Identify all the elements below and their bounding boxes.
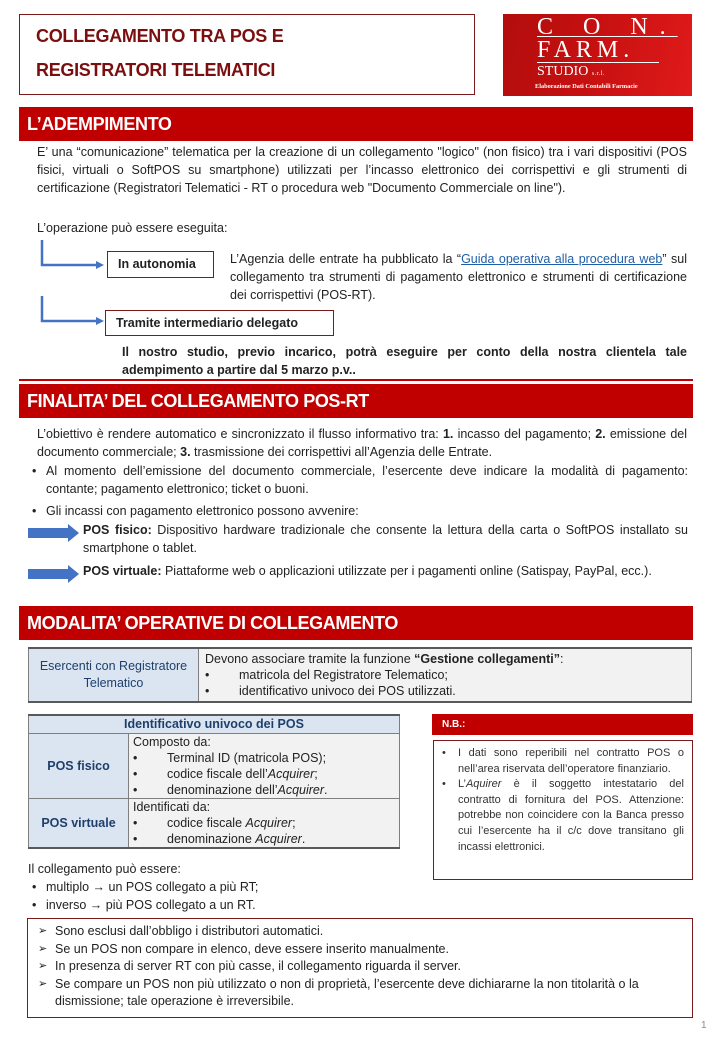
esercenti-item-text: matricola del Registratore Telematico; [239,668,448,682]
note-item [38,976,682,1011]
finalita-intro-part: emissione del documento commerciale; [37,427,688,459]
item-after: . [301,832,306,846]
option1-desc-after: ” sul collegamento tra strumenti di pagamento elettronico e strumenti di certificazione dei corrispettivi (POS-RT). [230,252,687,302]
identificativo-pos-table [28,714,400,849]
finalita-bullet [28,462,688,498]
pos-virtuale-details [129,799,400,849]
arrowhead-bullet-icon: ➢ [38,977,48,990]
collegamento-item [28,896,408,914]
pos-fisico-item: • denominazione dell’Acquirer. [133,783,328,797]
finalita-intro-part: 2. [595,427,606,441]
logo-line-studio [537,64,692,82]
item-after: . [324,783,328,797]
finalita-bullets [28,462,688,524]
bullet-dot: • [442,778,446,791]
pos-fisico-details [129,734,400,799]
section-heading-adempimento: L’ADEMPIMENTO [19,107,693,141]
right-arrow-icon [28,524,80,542]
bullet-dot: • [32,504,37,518]
elbow-arrow-icon [38,238,106,270]
colon: : [560,652,564,666]
option-in-autonomia: In autonomia [107,251,214,278]
note-text: Se compare un POS non più utilizzato o non di proprietà, l’esercente deve dichiararne la non titolarità o la dismissione; tale operazione è irreversibile. [55,976,639,1008]
item-italic: Acquirer [255,832,302,846]
item-italic: Acquirer [267,767,315,781]
finalita-intro-part: 3. [180,445,191,459]
item-text: codice fiscale dell’ [167,767,268,781]
nb-item [442,746,684,777]
finalita-intro [37,425,687,461]
collegamento-intro: Il collegamento può essere: [28,862,181,876]
table-row [29,734,400,799]
finalita-intro-part: incasso del pagamento; [453,427,596,441]
logo-studio-text: STUDIO [537,64,589,79]
item-text: codice fiscale [167,816,246,830]
bullet-dot: • [32,464,37,478]
pos-virtuale-label: POS virtuale [29,799,129,849]
logo-subtitle: Elaborazione Dati Contabili Farmacie [535,83,638,90]
nb-item-after: è il soggetto intestatario del contratto di fornitura del POS. Attenzione: potrebbe non coincidere con la Banca presso cui l’esercente ha il c/c dove transitano gli incassi elettronici. [458,778,684,853]
adempimento-intro: E’ una “comunicazione” telematica per la creazione di un collegamento "logico" (non fisico) tra i vari dispositivi (POS fisici, virtuali o SoftPOS su smartphone) utilizzati per l’incasso elettronico dei corrispettivi e gli strumenti di certificazione (Registratori Telematici - RT o procedura web "Documento Commerciale on line"). [37,145,687,195]
note-item [38,923,682,941]
logo-line-farm: FARM. [537,38,659,63]
bullet-dot: • [442,747,446,759]
pos-fisico-item: • Terminal ID (matricola POS); [133,751,327,765]
collegamento-item [28,878,408,896]
option1-desc-before: L’Agenzia delle entrate ha pubblicato la “ [230,252,462,266]
pos-fisico-intro: Composto da: [133,735,211,749]
page-number: 1 [701,1020,707,1031]
pos-fisico-item: • codice fiscale dell’Acquirer; [133,767,318,781]
arrowhead-bullet-icon: ➢ [38,942,48,955]
pos-virtuale-desc: Piattaforme web o applicazioni utilizzate per i pagamenti online (Satispay, PayPal, ecc.). [161,564,652,578]
notes-box [27,918,693,1018]
collegamento-item-text: inverso → più POS collegato a un RT. [46,898,256,912]
bullet-dot: • [32,880,37,894]
esercenti-table [28,647,692,703]
pos-fisico-term: POS fisico: [83,523,152,537]
item-text: denominazione [167,832,256,846]
gestione-collegamenti-label: “Gestione collegamenti” [414,652,561,666]
pos-virtuale-item: • denominazione Acquirer. [133,832,306,846]
finalita-intro-part: L’obiettivo è rendere automatico e sincronizzato il flusso informativo tra: [37,427,443,441]
nb-item-text: I dati sono reperibili nel contratto POS o nell’area riservata dell’operatore finanziario. [458,747,684,775]
note-text: Se un POS non compare in elenco, deve essere inserito manualmente. [55,941,449,956]
finalita-intro-part: 1. [442,427,454,441]
document-title-line-2: REGISTRATORI TELEMATICI [36,60,276,80]
operation-label: L’operazione può essere eseguita: [37,221,228,235]
elbow-arrow-icon [38,294,106,326]
document-title-line-1: COLLEGAMENTO TRA POS E [36,26,284,46]
section-divider [19,379,693,381]
document-title-box [19,14,475,95]
note-text: In presenza di server RT con più casse, il collegamento riguarda il server. [55,959,461,973]
esercenti-item: • matricola del Registratore Telematico; [205,668,448,682]
nb-item [442,777,684,855]
nb-heading: N.B.: [432,714,693,735]
esercenti-item: • identificativo univoco dei POS utilizzati. [205,684,456,698]
pos-virtuale-intro: Identificati da: [133,800,211,814]
guida-operativa-link[interactable]: Guida operativa alla procedura web [461,252,663,266]
option-in-autonomia-desc [230,250,687,304]
finalita-bullet [28,502,688,520]
finalita-bullet-text: Gli incassi con pagamento elettronico possono avvenire: [46,504,359,518]
esercenti-intro [205,651,685,667]
pos-virtuale-row [28,562,688,580]
pos-fisico-row [28,521,688,557]
logo-line-con: C O N. [537,14,678,40]
esercenti-label: Esercenti con Registratore Telematico [29,648,199,702]
nb-box [433,740,693,880]
section-heading-modalita: MODALITA’ OPERATIVE DI COLLEGAMENTO [19,606,693,640]
arrowhead-bullet-icon: ➢ [38,960,48,972]
nb-item-text: L’ [458,778,466,791]
finalita-bullet-text: Al momento dell’emissione del documento commerciale, l’esercente deve indicare la modalità di pagamento: contante; pagamento elettronico; ticket o buoni. [46,464,688,496]
esercenti-intro-text: Devono associare tramite la funzione [205,652,415,666]
esercenti-details [199,648,692,702]
note-text: Sono esclusi dall’obbligo i distributori automatici. [55,924,324,938]
option-intermediario-desc: Il nostro studio, previo incarico, potrà eseguire per conto della nostra clientela tale adempimento a partire dal 5 marzo p.v.. [122,345,687,377]
arrowhead-bullet-icon: ➢ [38,925,48,937]
pos-fisico-label: POS fisico [29,734,129,799]
pos-virtuale-item: • codice fiscale Acquirer; [133,816,296,830]
item-after: ; [314,767,318,781]
pos-fisico-desc: Dispositivo hardware tradizionale che consente la lettura della carta o SoftPOS installato su smartphone o tablet. [83,523,688,555]
bullet-dot: • [32,898,37,912]
table-row [29,799,400,849]
esercenti-item-text: identificativo univoco dei POS utilizzati. [239,684,456,698]
logo-srl: s.r.l. [591,71,606,77]
item-text: denominazione dell’ [167,783,278,797]
item-after: ; [292,816,296,830]
collegamento-types [28,860,408,914]
finalita-intro-part: trasmissione dei corrispettivi all’Agenzia delle Entrate. [190,445,493,459]
collegamento-item-text: multiplo → un POS collegato a più RT; [46,880,259,894]
nb-item-italic: Aquirer [465,778,502,791]
pos-virtuale-term: POS virtuale: [83,564,162,578]
section-heading-finalita: FINALITA’ DEL COLLEGAMENTO POS-RT [19,384,693,418]
note-item [38,958,682,976]
note-item [38,941,682,959]
item-italic: Acquirer [277,783,325,797]
item-italic: Acquirer [245,816,293,830]
right-arrow-icon [28,565,80,583]
option-intermediario: Tramite intermediario delegato [105,310,334,336]
item-text: Terminal ID (matricola POS); [167,751,327,765]
identificativo-table-header: Identificativo univoco dei POS [29,715,400,734]
company-logo [503,14,692,96]
